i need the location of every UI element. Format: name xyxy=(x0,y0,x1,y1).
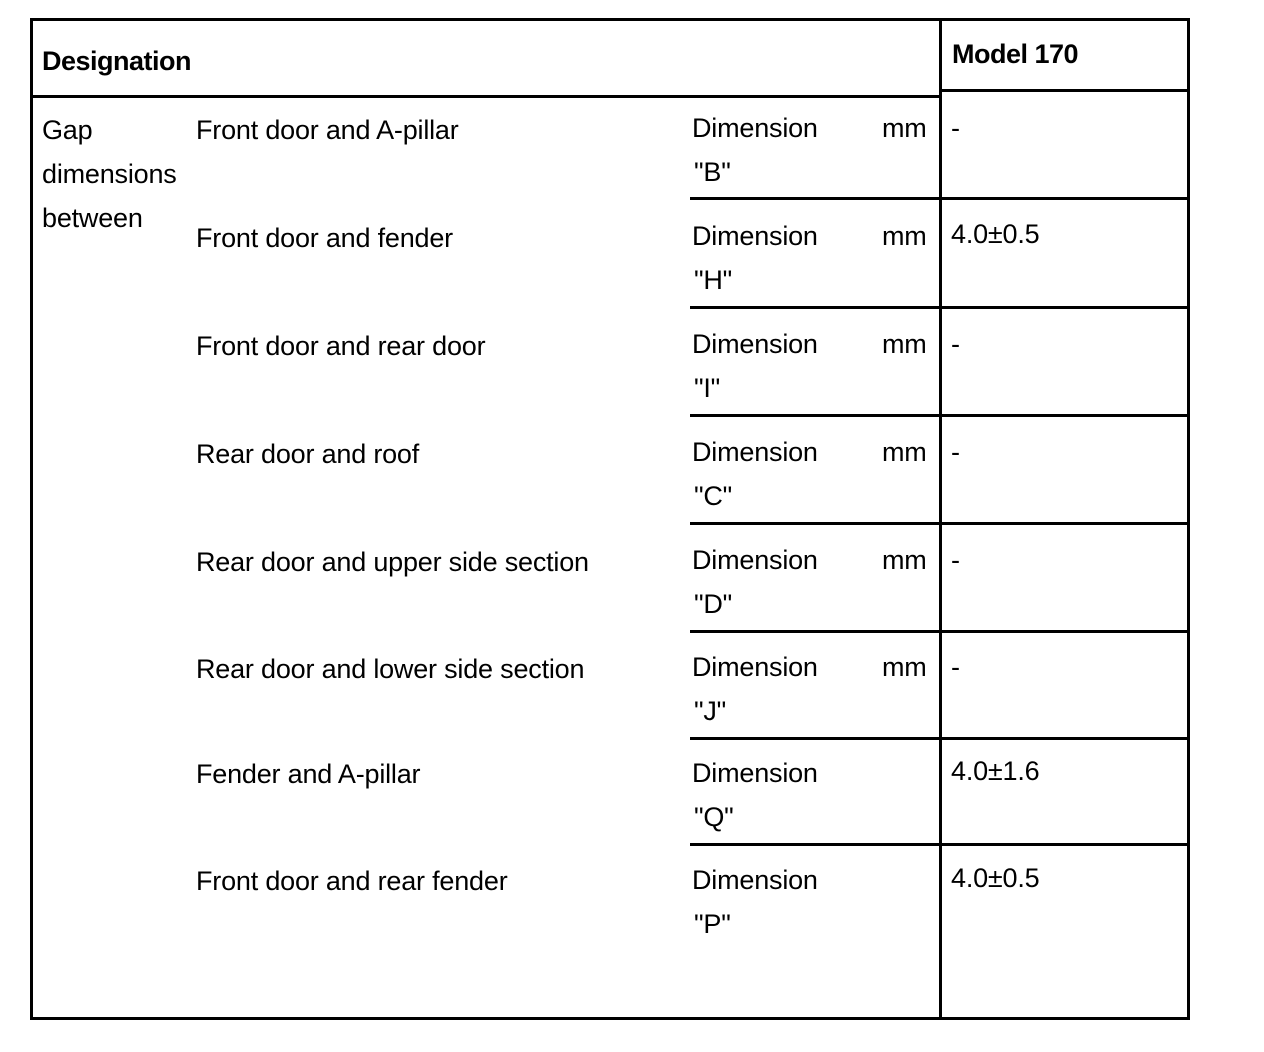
row-divider xyxy=(690,737,1190,740)
row-dimension: Dimension xyxy=(692,652,818,682)
row-divider xyxy=(690,414,1190,417)
row-unit: mm xyxy=(882,652,927,682)
row-dimension: Dimension xyxy=(692,113,818,143)
row-label: Front door and fender xyxy=(196,223,453,253)
row-label: Rear door and lower side section xyxy=(196,654,585,684)
row-label: Front door and rear fender xyxy=(196,866,508,896)
row-label: Fender and A-pillar xyxy=(196,759,421,789)
header-divider-model xyxy=(940,89,1190,92)
row-dimension: Dimension xyxy=(692,758,818,788)
header-divider xyxy=(30,95,942,98)
row-label: Rear door and upper side section xyxy=(196,547,589,577)
row-code: "P" xyxy=(694,909,731,939)
row-value: - xyxy=(951,329,960,359)
row-value: - xyxy=(951,437,960,467)
row-dimension: Dimension xyxy=(692,545,818,575)
row-label: Front door and rear door xyxy=(196,331,486,361)
row-label: Rear door and roof xyxy=(196,439,420,469)
row-value: 4.0±1.6 xyxy=(951,756,1040,786)
model-column-divider xyxy=(939,18,942,1020)
row-code: "I" xyxy=(694,373,721,403)
row-code: "Q" xyxy=(694,802,734,832)
row-value: - xyxy=(951,652,960,682)
row-divider xyxy=(690,843,1190,846)
row-code: "B" xyxy=(694,157,731,187)
row-code: "C" xyxy=(694,481,733,511)
row-unit: mm xyxy=(882,437,927,467)
row-unit: mm xyxy=(882,221,927,251)
row-code: "J" xyxy=(694,696,727,726)
row-dimension: Dimension xyxy=(692,865,818,895)
group-label: Gap dimensions between xyxy=(42,115,177,233)
row-value: - xyxy=(951,545,960,575)
row-value: 4.0±0.5 xyxy=(951,863,1040,893)
row-unit: mm xyxy=(882,113,927,143)
row-divider xyxy=(690,306,1190,309)
designation-header: Designation xyxy=(42,46,192,76)
row-divider xyxy=(690,197,1190,200)
row-unit: mm xyxy=(882,329,927,359)
row-divider xyxy=(690,522,1190,525)
row-dimension: Dimension xyxy=(692,221,818,251)
row-label: Front door and A-pillar xyxy=(196,115,459,145)
row-value: - xyxy=(951,113,960,143)
row-unit: mm xyxy=(882,545,927,575)
row-dimension: Dimension xyxy=(692,329,818,359)
row-dimension: Dimension xyxy=(692,437,818,467)
model-header: Model 170 xyxy=(952,39,1079,69)
row-value: 4.0±0.5 xyxy=(951,219,1040,249)
row-divider xyxy=(690,630,1190,633)
row-code: "D" xyxy=(694,589,733,619)
row-code: "H" xyxy=(694,265,733,295)
